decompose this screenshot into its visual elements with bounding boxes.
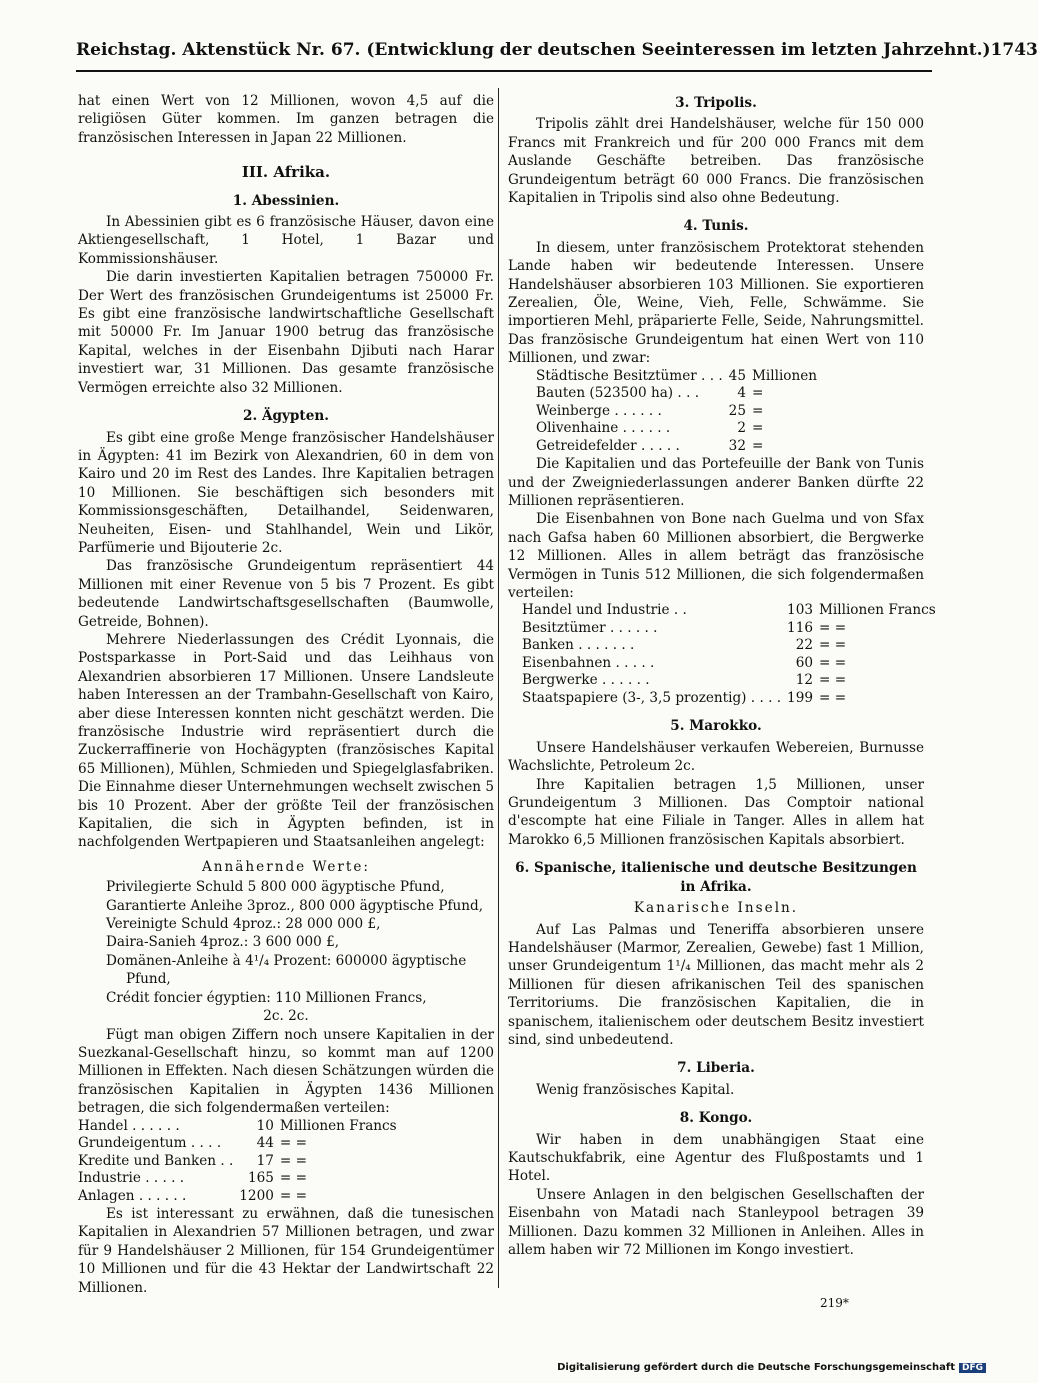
paragraph: Auf Las Palmas und Teneriffa absorbieren unsere Handelshäuser (Marmor, Zerealien, Gewebe) fast 1 Million, unser Grundeigentum 1¹/₄ Millionen, das macht mehr als 2 Millionen für diesen afrikanischen Teil des spanischen Territoriums. Die französischen Kapitalien, die in spanischem, italienischem oder deutschem Besitz investiert sind, sind unbedeutend. [508, 921, 924, 1048]
footer-text: Digitalisierung gefördert durch die Deutsche Forschungsgemeinschaft [557, 1362, 955, 1373]
paragraph: Mehrere Niederlassungen des Crédit Lyonnais, die Postsparkasse in Port-Said und das Leihhaus von Alexandrien absorbieren 17 Millionen. Unsere Landsleute haben Interessen an der Trambahn-Gesellschaft von Kairo, aber diese Interessen konnten nicht geschätzt werden. Die französische Industrie wird repräsentiert durch die Zuckerraffinerie von Hochägypten (französisches Kapital 65 Millionen), Mühlen, Schmieden und Spiegelglasfabriken. Die Einnahme dieser Unternehmungen wechselt zwischen 5 bis 10 Prozent. Aber der größte Teil der französischen Kapitalien, die sich in Ägypten befinden, ist in nachfolgenden Wertpapieren und Staatsanleihen angelegt: [78, 631, 494, 851]
paragraph: Wir haben in dem unabhängigen Staat eine Kautschukfabrik, eine Agentur des Flußpostamts und 1 Hotel. [508, 1131, 924, 1185]
row-unit: = = [279, 1187, 307, 1204]
dfg-logo-icon: DFG [959, 1363, 986, 1373]
row-label: Städtische Besitztümer . . . [536, 367, 723, 384]
paragraph: Das französische Grundeigentum repräsentiert 44 Millionen mit einer Revenue von 5 bis 7 Prozent. Es gibt bedeutende Landwirtschaftsgesellschaften (Baumwolle, Getreide, Bohnen). [78, 558, 494, 630]
value-item: Crédit foncier égyptien: 110 Millionen Francs, [106, 989, 427, 1006]
row-value: 199 [787, 689, 813, 706]
row-label: Grundeigentum . . . . [78, 1135, 222, 1152]
heading-kongo: 8. Kongo. [679, 1110, 753, 1127]
paragraph: Unsere Handelshäuser verkaufen Webereien, Burnusse Wachslichte, Petroleum 2c. [508, 739, 924, 775]
right-column [508, 92, 936, 1259]
value-item: Privilegierte Schuld 5 800 000 ägyptische Pfund, [106, 879, 445, 896]
table-row [522, 602, 942, 620]
header-rule [76, 70, 932, 72]
column-divider [498, 88, 499, 1288]
page-number: 1743 [990, 40, 1038, 60]
paragraph: Unsere Anlagen in den belgischen Gesellschaften der Eisenbahn von Matadi nach Stanleypool betragen 39 Millionen. Dazu kommen 32 Millionen in Anleihen. Alles in allem haben wir 72 Millionen im Kongo investiert. [508, 1186, 924, 1258]
row-label: Weinberge . . . . . . [536, 402, 662, 419]
table-row [522, 690, 942, 708]
left-column [78, 92, 494, 1297]
tunis-property-table [536, 368, 823, 456]
row-unit: = [751, 385, 764, 402]
row-label: Olivenhaine . . . . . . [536, 420, 671, 437]
paragraph: Es gibt eine große Menge französischer Handelshäuser in Ägypten: 41 im Bezirk von Alexandrien, 60 in dem von Kairo und 20 im Rest des Landes. Ihre Kapitalien betragen 10 Millionen. Sie beschäftigen sich besonders mit Kommissionsgeschäften, Detailhandel, Seidenwaren, Neuheiten, Eisen- und Stahlhandel, Wein und Likör, Parfümerie und Bijouterie 2c. [78, 429, 494, 556]
table-row [536, 403, 823, 421]
value-item: Daira-Sanieh 4proz.: 3 600 000 £, [106, 934, 340, 951]
values-title: Annähernde Werte: [201, 858, 371, 875]
heading-aegypten: 2. Ägypten. [243, 408, 329, 425]
paragraph: Die Kapitalien und das Portefeuille der Bank von Tunis und der Zweigniederlassungen anderer Banken dürfte 22 Millionen repräsentieren. [508, 456, 924, 509]
table-row [78, 1153, 403, 1171]
row-value: 12 [795, 672, 813, 689]
row-unit: = = [279, 1152, 307, 1169]
row-label: Kredite und Banken . . [78, 1152, 234, 1169]
table-row [522, 672, 942, 690]
row-label: Handel . . . . . . [78, 1117, 180, 1134]
table-row [522, 655, 942, 673]
tunis-distribution-table [522, 602, 942, 707]
row-unit: = [751, 402, 764, 419]
row-value: 2 [737, 420, 746, 437]
row-value: 45 [728, 367, 746, 384]
table-row [536, 438, 823, 456]
row-unit: = [751, 420, 764, 437]
heading-besitzungen: 6. Spanische, italienische und deutsche Besitzungen in Afrika. [515, 860, 917, 895]
row-label: Industrie . . . . . [78, 1170, 185, 1187]
row-label: Banken . . . . . . . [522, 637, 635, 654]
aegypten-table [78, 1118, 403, 1206]
paragraph: Die darin investierten Kapitalien betragen 750000 Fr. Der Wert des französischen Grundeigentums ist 25000 Fr. Es gibt eine französische landwirtschaftliche Gesellschaft mit 50000 Fr. Im Januar 1900 betrug das französische Kapital, welches in der Eisenbahn Djibuti nach Harar investiert war, 31 Millionen. Das gesamte französische Vermögen erreichte also 32 Millionen. [78, 269, 494, 396]
row-value: 60 [795, 654, 813, 671]
row-value: 103 [787, 602, 813, 619]
section-heading: III. Afrika. [241, 163, 331, 182]
paragraph: Die Eisenbahnen von Bone nach Guelma und von Sfax nach Gafsa haben 60 Millionen absorbiert, die Bergwerke 12 Millionen. Alles in allem beträgt das französische Vermögen in Tunis 512 Millionen, die sich folgendermaßen verteilen: [508, 511, 924, 602]
row-value: 1200 [239, 1187, 274, 1204]
row-unit: = = [279, 1170, 307, 1187]
row-unit: = = [279, 1135, 307, 1152]
row-label: Getreidefelder . . . . . [536, 437, 680, 454]
row-value: 165 [247, 1170, 274, 1187]
table-row [78, 1135, 403, 1153]
paragraph: Ihre Kapitalien betragen 1,5 Millionen, unser Grundeigentum 3 Millionen. Das Comptoir national d'escompte hat eine Filiale in Tanger. Alles in allem hat Marokko 6,5 Millionen französischen Kapitals absorbiert. [508, 776, 924, 848]
values-etc: 2c. 2c. [263, 1008, 309, 1025]
row-unit: Millionen Francs [279, 1117, 397, 1134]
table-row [536, 385, 823, 403]
table-row [522, 620, 942, 638]
paragraph: In Abessinien gibt es 6 französische Häuser, davon eine Aktiengesellschaft, 1 Hotel, 1 Bazar und Kommissionshäuser. [78, 214, 494, 267]
heading-tunis: 4. Tunis. [683, 218, 749, 235]
table-row [536, 420, 823, 438]
row-unit: Millionen Francs [819, 602, 936, 619]
intro-paragraph: hat einen Wert von 12 Millionen, wovon 4,5 auf die religiösen Güter kommen. Im ganzen betragen die französischen Interessen in Japan 22 Millionen. [78, 93, 494, 146]
row-unit: Millionen [751, 367, 818, 384]
heading-abessinien: 1. Abessinien. [232, 192, 340, 209]
row-label: Eisenbahnen . . . . . [522, 654, 655, 671]
signature-mark: 219* [820, 1296, 849, 1310]
heading-tripolis: 3. Tripolis. [675, 95, 757, 111]
row-value: 116 [787, 619, 813, 636]
row-unit: = = [819, 619, 847, 636]
paragraph: In diesem, unter französischem Protektorat stehenden Lande haben wir bedeutende Interessen. Unsere Handelshäuser absorbieren 103 Millionen. Sie exportieren Zerealien, Öle, Weine, Vieh, Felle, Schwämme. Sie importieren Mehl, präparierte Felle, Seide, Nahrungsmittel. Das französische Grundeigentum hat einen Wert von 110 Millionen, und zwar: [508, 239, 924, 367]
header-title: Reichstag. Aktenstück Nr. 67. (Entwicklung der deutschen Seeinteressen im letzten Jahrzehnt.) [76, 40, 991, 60]
subheading-kanarische-inseln: Kanarische Inseln. [633, 900, 799, 917]
row-unit: = = [819, 672, 847, 689]
heading-marokko: 5. Marokko. [670, 718, 762, 735]
table-row [536, 368, 823, 386]
page-header [76, 40, 1038, 60]
row-value: 44 [256, 1135, 274, 1152]
row-value: 10 [256, 1117, 274, 1134]
row-unit: = [751, 437, 764, 454]
footer-credit [557, 1362, 986, 1373]
row-value: 32 [728, 437, 746, 454]
row-label: Staatspapiere (3-, 3,5 prozentig) . . . . [522, 689, 782, 706]
row-value: 17 [256, 1152, 274, 1169]
row-unit: = = [819, 689, 847, 706]
paragraph: Tripolis zählt drei Handelshäuser, welche für 150 000 Francs mit Frankreich und für 200 000 Francs mit dem Auslande Geschäfte betreiben. Das französische Grundeigentum beträgt 60 000 Francs. Die französischen Kapitalien in Tripolis sind also ohne Bedeutung. [508, 116, 924, 207]
value-item: Garantierte Anleihe 3proz., 800 000 ägyptische Pfund, [106, 897, 484, 914]
row-unit: = = [819, 637, 847, 654]
row-label: Bergwerke . . . . . . [522, 672, 650, 689]
table-row [78, 1188, 403, 1206]
value-item: Vereinigte Schuld 4proz.: 28 000 000 £, [106, 916, 381, 933]
row-value: 25 [728, 402, 746, 419]
value-item: Domänen-Anleihe à 4¹/₄ Prozent: 600000 ägyptische Pfund, [106, 952, 467, 988]
row-label: Besitztümer . . . . . . [522, 619, 658, 636]
table-row [78, 1170, 403, 1188]
row-unit: = = [819, 654, 847, 671]
table-row [78, 1118, 403, 1136]
heading-liberia: 7. Liberia. [677, 1060, 755, 1077]
paragraph: Wenig französisches Kapital. [536, 1081, 735, 1098]
row-value: 22 [795, 637, 813, 654]
paragraph: Es ist interessant zu erwähnen, daß die tunesischen Kapitalien in Alexandrien 57 Millionen betragen, und zwar für 9 Handelshäuser 2 Millionen, für 154 Grundeigentümer 10 Millionen und für die 43 Hektar der Landwirtschaft 22 Millionen. [78, 1206, 494, 1296]
row-label: Bauten (523500 ha) . . . [536, 385, 700, 402]
row-label: Handel und Industrie . . [522, 602, 687, 619]
row-label: Anlagen . . . . . . [78, 1187, 187, 1204]
paragraph: Fügt man obigen Ziffern noch unsere Kapitalien in der Suezkanal-Gesellschaft hinzu, so kommt man auf 1200 Millionen in Effekten. Nach diesen Schätzungen würden die französischen Kapitalien in Ägypten 1436 Millionen betragen, die sich folgendermaßen verteilen: [78, 1026, 494, 1117]
row-value: 4 [737, 385, 746, 402]
table-row [522, 637, 942, 655]
values-list [78, 878, 494, 1007]
